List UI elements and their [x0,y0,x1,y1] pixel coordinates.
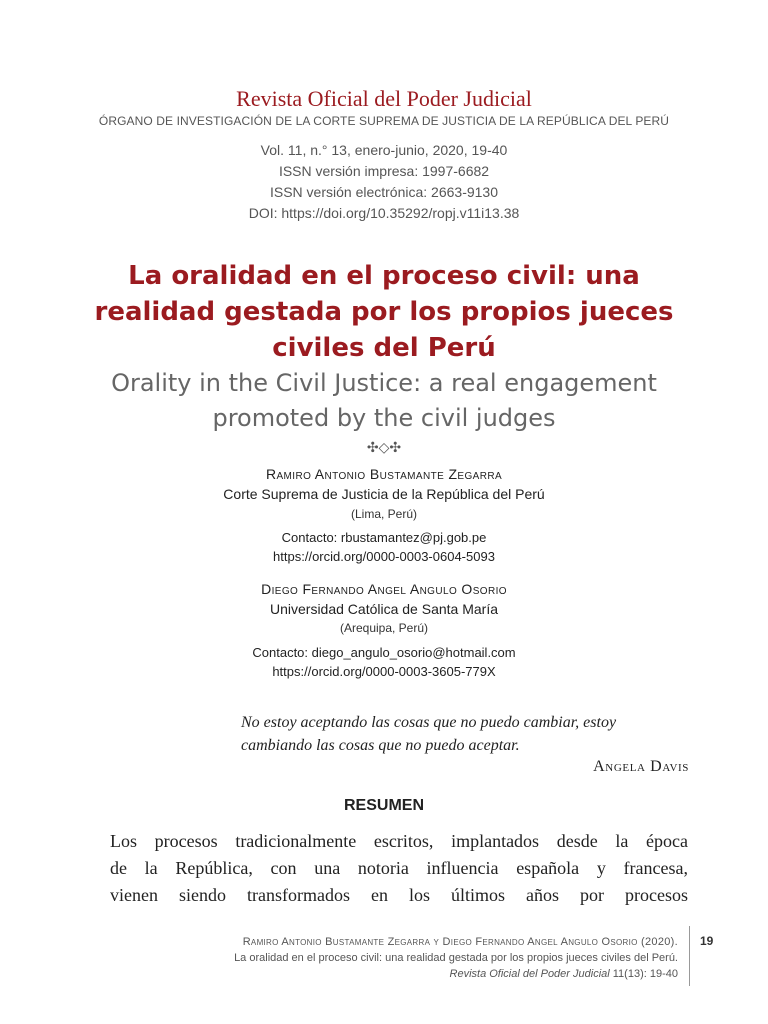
author-location: (Arequipa, Perú) [339,621,429,635]
abstract-heading: RESUMEN [343,797,424,814]
author-name: Ramiro Antonio Bustamante Zegarra [265,466,503,482]
author-name: Diego Fernando Angel Angulo Osorio [261,581,507,597]
title-es-line: civiles del Perú [272,333,496,363]
footer-divider [689,926,690,986]
title-en-line: promoted by the civil judges [212,404,556,432]
abstract-line: Los procesos tradicionalmente escritos, implantados desde la época [110,831,688,851]
citation-journal [100,966,678,982]
abstract-line: de la República, con una notoria influencia española y francesa, [110,858,688,878]
citation-authors [100,934,678,950]
article-title-en [0,366,768,436]
epigraph-line: No estoy aceptando las cosas que no puedo cambiar, estoy [241,714,617,731]
title-es-line: La oralidad en el proceso civil: una [128,261,640,291]
title-en-line: Orality in the Civil Justice: a real engagement [111,369,657,397]
author-location: (Lima, Perú) [350,507,418,521]
author-affiliation: Corte Suprema de Justicia de la República del Perú [223,486,545,502]
page-number: 19 [700,934,714,948]
abstract-body [110,828,688,909]
author-orcid[interactable]: https://orcid.org/0000-0003-3605-779X [272,664,496,679]
issn-electronic: ISSN versión electrónica: 2663-9130 [269,184,499,200]
journal-subtitle: ÓRGANO DE INVESTIGACIÓN DE LA CORTE SUPREMA DE JUSTICIA DE LA REPÚBLICA DEL PERÚ [98,114,670,128]
journal-title: Revista Oficial del Poder Judicial [236,86,532,111]
citation-journal-name: Revista Oficial del Poder Judicial [449,968,610,980]
abstract-line: vienen siendo transformados en los últimos años por procesos [110,885,688,905]
epigraph-author: Angela Davis [593,758,689,775]
ornament-icon: ✣◇✣ [366,439,402,455]
author-affiliation: Universidad Católica de Santa María [269,601,498,617]
citation-title: La oralidad en el proceso civil: una realidad gestada por los propios jueces civiles del Perú. [234,952,678,964]
citation-issue: 11(13): 19-40 [609,968,678,980]
doi-link[interactable]: DOI: https://doi.org/10.35292/ropj.v11i13.38 [248,205,520,221]
author-contact[interactable]: Contacto: diego_angulo_osorio@hotmail.com [252,645,516,660]
journal-volume: Vol. 11, n.° 13, enero-junio, 2020, 19-40 [260,142,508,158]
author-orcid[interactable]: https://orcid.org/0000-0003-0604-5093 [273,549,495,564]
epigraph-line: cambiando las cosas que no puedo aceptar. [241,737,520,754]
article-title-es [0,258,768,366]
citation-authors-text: Ramiro Antonio Bustamante Zegarra y Diego Fernando Angel Angulo Osorio (2020). [242,936,678,948]
author-contact[interactable]: Contacto: rbustamantez@pj.gob.pe [281,530,487,545]
issn-print: ISSN versión impresa: 1997-6682 [278,163,490,179]
title-es-line: realidad gestada por los propios jueces [94,297,674,327]
